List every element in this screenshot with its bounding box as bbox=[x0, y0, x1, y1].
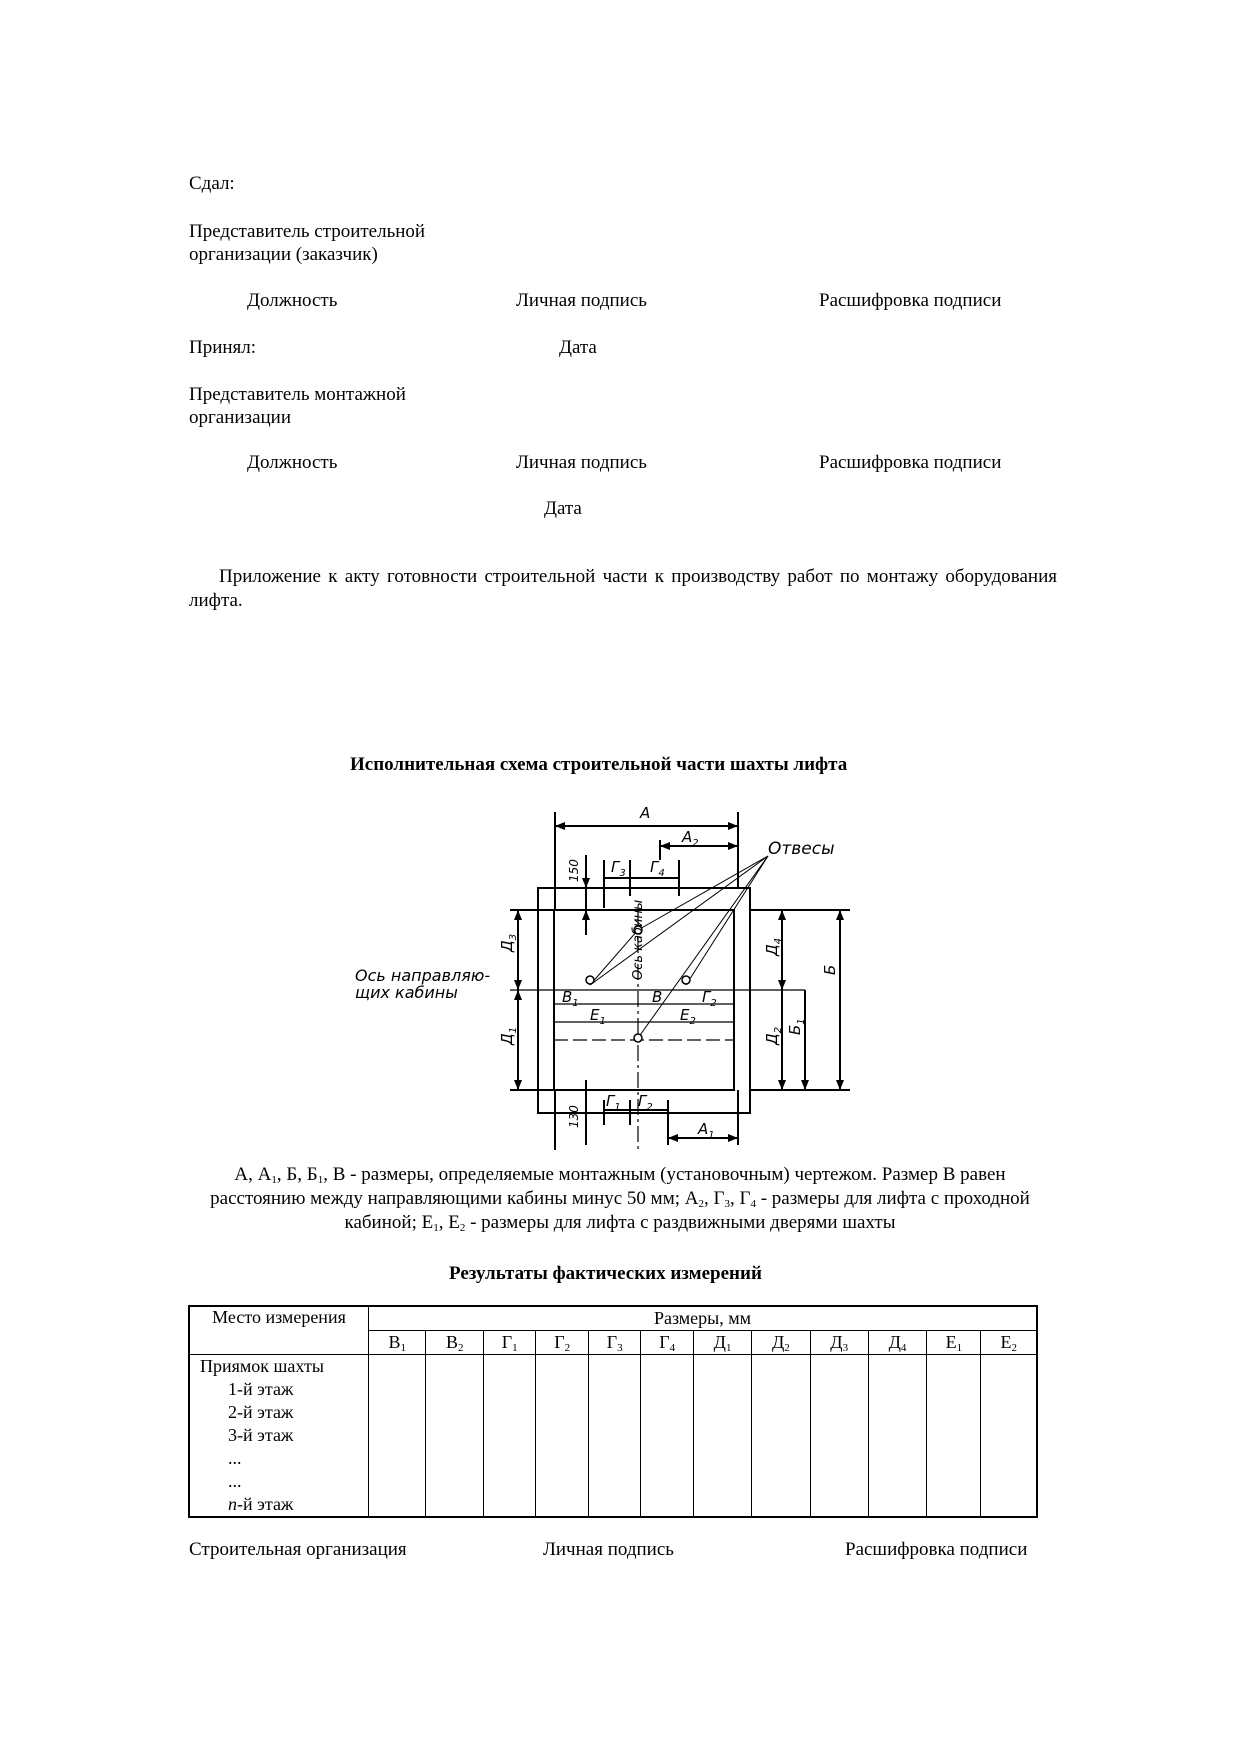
floors-cell bbox=[189, 1355, 369, 1518]
measure-cell[interactable] bbox=[810, 1355, 868, 1518]
col-header: $Д_2$ bbox=[752, 1331, 810, 1355]
col-place-header: Место измерения bbox=[189, 1306, 369, 1355]
col-sizes-header: Размеры, мм bbox=[369, 1306, 1038, 1331]
svg-text:Г4: $Г_4$ bbox=[650, 858, 665, 879]
label-plumbs: Отвесы bbox=[768, 839, 835, 859]
measure-cell[interactable] bbox=[536, 1355, 588, 1518]
label-A: А bbox=[640, 804, 651, 822]
results-table bbox=[188, 1305, 1038, 1518]
measure-cell[interactable] bbox=[483, 1355, 535, 1518]
col-header: $Г_1$ bbox=[483, 1331, 535, 1355]
acceptance-date: Дата bbox=[544, 498, 582, 519]
row-dots-1: ... bbox=[228, 1448, 242, 1468]
col-header: $Г_3$ bbox=[588, 1331, 640, 1355]
svg-text:А1: $А_1$ bbox=[698, 1120, 715, 1141]
col-header: $Е_1$ bbox=[927, 1331, 981, 1355]
col-header: $В_1$ bbox=[369, 1331, 426, 1355]
svg-text:Д1: $Д_1$ bbox=[498, 1026, 519, 1045]
label-guide-axis-2: щих кабины bbox=[355, 983, 458, 1002]
footer-decipher: Расшифровка подписи bbox=[845, 1539, 1028, 1560]
label-150: 150 bbox=[567, 859, 581, 882]
label-130: 130 bbox=[567, 1105, 581, 1128]
acceptance-rep-line1: Представитель монтажной bbox=[189, 384, 406, 405]
svg-text:Д2: $Д_2$ bbox=[763, 1026, 784, 1045]
row-floor-2: 2-й этаж bbox=[228, 1402, 294, 1422]
label-B: Б bbox=[821, 964, 839, 975]
label-cabin-axis: Ось кабины bbox=[631, 899, 646, 980]
acceptance-position: Должность bbox=[247, 452, 338, 473]
svg-text:Г2: $Г_2$ bbox=[638, 1092, 653, 1113]
handover-label: Сдал: bbox=[189, 173, 235, 194]
label-V: В bbox=[652, 988, 663, 1006]
row-dots-2: ... bbox=[228, 1471, 242, 1491]
acceptance-rep-line2: организации bbox=[189, 407, 292, 428]
col-header: $Е_2$ bbox=[981, 1331, 1037, 1355]
acceptance-label: Принял: bbox=[189, 337, 257, 358]
results-title: Результаты фактических измерений bbox=[449, 1263, 762, 1284]
measure-cell[interactable] bbox=[426, 1355, 483, 1518]
table-row bbox=[189, 1355, 1037, 1518]
scheme-title: Исполнительная схема строительной части шахты лифта bbox=[350, 754, 848, 775]
measure-cell[interactable] bbox=[868, 1355, 926, 1518]
measure-cell[interactable] bbox=[981, 1355, 1037, 1518]
measure-cell[interactable] bbox=[588, 1355, 640, 1518]
handover-rep-line2: организации (заказчик) bbox=[189, 244, 378, 265]
svg-text:А2: $А_2$ bbox=[682, 828, 699, 849]
scheme-caption: А, $А_1$, Б, $Б_1$, В - размеры, определяемые монтажным (установочным) чертежом. Размер В равен расстоянию между направляющими кабины минус 50 мм; $А_2$, $Г_3$, $Г_4$ - размеры для лифта с проходной кабиной; $Е_1$, $Е_2$ - размеры для лифта с раздвижными дверями шахты bbox=[210, 1164, 1030, 1234]
svg-text:Б1: $Б_1$ bbox=[786, 1018, 807, 1035]
appendix-paragraph: Приложение к акту готовности строительной части к производству работ по монтажу оборудования лифта. bbox=[189, 566, 1057, 611]
handover-rep-line1: Представитель строительной bbox=[189, 221, 426, 242]
handover-decipher: Расшифровка подписи bbox=[819, 290, 1002, 311]
row-floor-3: 3-й этаж bbox=[228, 1425, 294, 1445]
col-header: $Д_4$ bbox=[868, 1331, 926, 1355]
label-guide-axis-1: Ось направляю- bbox=[355, 966, 491, 985]
svg-text:Е2: $Е_2$ bbox=[680, 1006, 696, 1027]
col-header: $Д_1$ bbox=[693, 1331, 751, 1355]
acceptance-signature: Личная подпись bbox=[516, 452, 647, 473]
measure-cell[interactable] bbox=[369, 1355, 426, 1518]
col-header: $Д_3$ bbox=[810, 1331, 868, 1355]
measure-cell[interactable] bbox=[693, 1355, 751, 1518]
col-header: $Г_4$ bbox=[641, 1331, 693, 1355]
col-header: $Г_2$ bbox=[536, 1331, 588, 1355]
svg-text:Е1: $Е_1$ bbox=[590, 1006, 606, 1027]
row-pit: Приямок шахты bbox=[200, 1356, 324, 1376]
acceptance-decipher: Расшифровка подписи bbox=[819, 452, 1002, 473]
shaft-scheme-drawing bbox=[350, 800, 910, 1150]
footer-org: Строительная организация bbox=[189, 1539, 407, 1560]
col-header: $В_2$ bbox=[426, 1331, 483, 1355]
measure-cell[interactable] bbox=[641, 1355, 693, 1518]
svg-text:Г1: $Г_1$ bbox=[606, 1092, 621, 1113]
svg-text:Г3: $Г_3$ bbox=[611, 858, 626, 879]
svg-text:В1: $В_1$ bbox=[562, 988, 579, 1009]
handover-position: Должность bbox=[247, 290, 338, 311]
row-floor-n: n-й этаж bbox=[228, 1494, 294, 1514]
svg-text:Г2: $Г_2$ bbox=[702, 988, 717, 1009]
shaft-outline bbox=[510, 812, 850, 1150]
measure-cell[interactable] bbox=[927, 1355, 981, 1518]
measure-cell[interactable] bbox=[752, 1355, 810, 1518]
row-floor-1: 1-й этаж bbox=[228, 1379, 294, 1399]
handover-signature: Личная подпись bbox=[516, 290, 647, 311]
handover-date: Дата bbox=[559, 337, 597, 358]
svg-text:Д3: $Д_3$ bbox=[498, 933, 519, 952]
footer-signature: Личная подпись bbox=[543, 1539, 674, 1560]
svg-text:Д4: $Д_4$ bbox=[763, 937, 784, 956]
